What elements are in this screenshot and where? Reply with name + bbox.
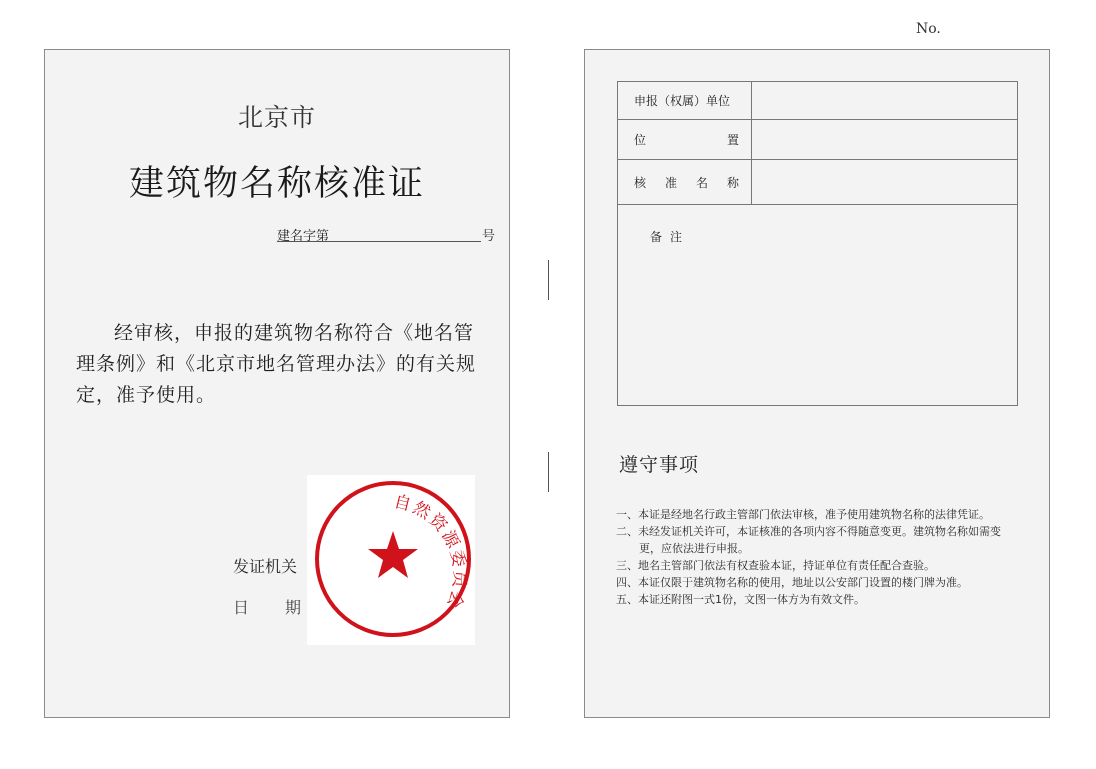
notes-label: 备注 [650,230,691,244]
applicant-unit-value [752,82,1017,119]
location-label [618,120,752,159]
registration-info-table [617,81,1018,406]
table-row [618,82,1017,120]
approved-name-label-char: 核 [634,175,647,190]
seal-star-icon [368,531,418,578]
rules-title: 遵守事项 [619,454,700,476]
seal-text: 自然资源委员会 [391,491,470,613]
certificate-title: 建筑物名称核准证 [128,164,425,204]
list-item: 二、未经发证机关许可，本证核准的各项内容不得随意变更。建筑物名称如需变更，应依法进行申报。 [616,525,1001,555]
table-row [618,120,1017,160]
list-item: 五、本证还附图一式1份，文图一体方为有效文件。 [616,593,865,606]
location-label-char: 置 [726,133,739,147]
certificate-number-blank [277,241,481,242]
approved-name-label [618,160,752,204]
document-number-label: No. [916,21,941,37]
location-value [752,120,1017,159]
certificate-right-page [584,49,1050,718]
approved-name-label-char: 称 [726,175,739,190]
seal-area [307,475,475,645]
city-name: 北京市 [237,103,316,132]
applicant-unit-label: 申报（权属）单位 [618,82,752,119]
approved-name-label-char: 准 [664,175,677,190]
list-item: 三、地名主管部门依法有权查验本证，持证单位有责任配合查验。 [616,559,935,572]
certificate-number-suffix: 号 [482,229,496,244]
date-label: 日期 [233,598,338,617]
binder-mark-top [548,260,549,300]
official-seal-icon [307,475,475,645]
rules-list [616,506,1016,608]
approved-name-value [752,160,1017,204]
list-item: 四、本证仅限于建筑物名称的使用，地址以公安部门设置的楼门牌为准。 [616,576,968,589]
issuing-authority-label: 发证机关 [233,557,298,576]
table-row [618,160,1017,205]
approved-name-label-char: 名 [695,175,708,190]
certificate-body-text: 经审核，申报的建筑物名称符合《地名管理条例》和《北京市地名管理办法》的有关规定，准予使用。 [76,322,477,406]
certificate-number-prefix: 建名字第 [277,229,330,244]
certificate-left-page [44,49,510,718]
list-item: 一、本证是经地名行政主管部门依法审核，准予使用建筑物名称的法律凭证。 [616,508,990,521]
binder-mark-bottom [548,452,549,492]
location-label-char: 位 [634,133,647,147]
